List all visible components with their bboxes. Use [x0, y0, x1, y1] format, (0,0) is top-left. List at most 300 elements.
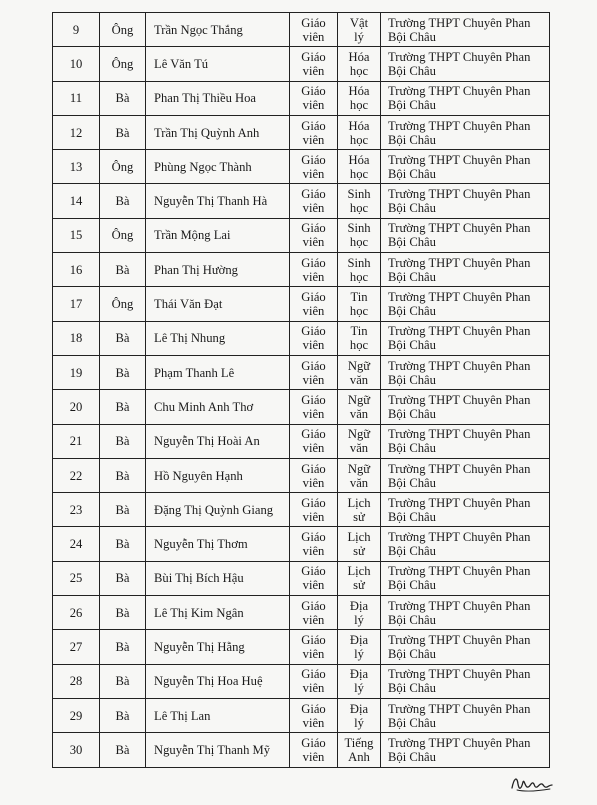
row-subject-text: học	[349, 132, 369, 147]
row-subject	[338, 596, 381, 630]
row-position-text: Giáo	[301, 15, 326, 30]
row-title	[100, 253, 146, 287]
row-subject-text: Hóa	[348, 118, 370, 133]
row-name-text: Trần Ngọc Thắng	[154, 22, 243, 37]
row-subject-text: văn	[349, 406, 369, 421]
row-school	[381, 527, 550, 561]
row-title	[100, 424, 146, 458]
row-subject	[338, 218, 381, 252]
row-number-text: 19	[69, 365, 83, 380]
row-number	[53, 184, 100, 218]
row-title	[100, 150, 146, 184]
row-position	[290, 81, 338, 115]
row-number	[53, 81, 100, 115]
row-position-text: viên	[302, 544, 325, 559]
row-position-text: viên	[302, 98, 325, 113]
row-name-text: Nguyễn Thị Hoa Huệ	[154, 674, 263, 689]
row-title-text: Bà	[115, 639, 130, 654]
row-school-text: Bội Châu	[388, 544, 436, 559]
row-subject-text: học	[349, 201, 369, 216]
row-subject-text: văn	[349, 475, 369, 490]
row-number-text: 11	[69, 91, 83, 106]
row-name	[146, 458, 290, 492]
row-name-text: Lê Thị Kim Ngân	[154, 605, 244, 620]
table-row	[53, 218, 550, 252]
row-number-text: 27	[69, 639, 83, 654]
table-row	[53, 733, 550, 767]
row-subject	[338, 115, 381, 149]
table-row	[53, 390, 550, 424]
row-school-text: Bội Châu	[388, 578, 436, 593]
row-school-text: Trường THPT Chuyên Phan	[388, 564, 531, 579]
row-number	[53, 493, 100, 527]
row-title-text: Bà	[115, 91, 130, 106]
row-title	[100, 13, 146, 47]
row-subject-text: lý	[354, 681, 364, 696]
row-title	[100, 115, 146, 149]
row-name-text: Nguyễn Thị Hằng	[154, 639, 245, 654]
row-title-text: Ông	[111, 228, 134, 243]
row-name-text: Lê Thị Lan	[154, 708, 211, 723]
row-title-text: Bà	[115, 502, 130, 517]
row-school-text: Bội Châu	[388, 509, 436, 524]
row-subject	[338, 355, 381, 389]
row-number	[53, 664, 100, 698]
row-position	[290, 321, 338, 355]
row-school-text: Bội Châu	[388, 132, 436, 147]
row-position	[290, 253, 338, 287]
table-row	[53, 253, 550, 287]
row-title	[100, 664, 146, 698]
row-number	[53, 287, 100, 321]
row-title-text: Bà	[115, 605, 130, 620]
row-number	[53, 13, 100, 47]
row-name	[146, 253, 290, 287]
row-number-text: 26	[69, 605, 83, 620]
row-title-text: Bà	[115, 708, 130, 723]
row-subject	[338, 527, 381, 561]
row-name-text: Bùi Thị Bích Hậu	[154, 571, 244, 586]
row-title	[100, 287, 146, 321]
row-title	[100, 596, 146, 630]
row-subject-text: Anh	[348, 749, 370, 764]
row-school-text: Trường THPT Chuyên Phan	[388, 152, 531, 167]
row-position-text: Giáo	[301, 564, 326, 579]
row-position	[290, 287, 338, 321]
row-school	[381, 115, 550, 149]
row-name	[146, 150, 290, 184]
row-position-text: viên	[302, 681, 325, 696]
row-school-text: Trường THPT Chuyên Phan	[388, 290, 531, 305]
row-position	[290, 458, 338, 492]
row-number	[53, 424, 100, 458]
row-school	[381, 150, 550, 184]
staff-list-body	[53, 13, 550, 768]
row-school-text: Trường THPT Chuyên Phan	[388, 495, 531, 510]
row-name-text: Phan Thị Thiều Hoa	[154, 91, 257, 106]
row-subject-text: Sinh	[347, 221, 371, 236]
staff-list-table	[52, 12, 550, 768]
row-name	[146, 355, 290, 389]
row-name-text: Phạm Thanh Lê	[154, 365, 235, 380]
row-position	[290, 493, 338, 527]
row-subject-text: lý	[354, 612, 364, 627]
row-subject-text: lý	[354, 646, 364, 661]
row-number-text: 23	[69, 502, 83, 517]
row-name	[146, 321, 290, 355]
row-number	[53, 150, 100, 184]
row-name-text: Trần Mộng Lai	[154, 228, 231, 243]
row-name-text: Nguyễn Thị Thanh Hà	[154, 194, 268, 209]
row-subject	[338, 630, 381, 664]
row-number	[53, 561, 100, 595]
row-position-text: viên	[302, 235, 325, 250]
row-position-text: Giáo	[301, 358, 326, 373]
row-name-text: Nguyễn Thị Thơm	[154, 537, 248, 552]
row-school-text: Bội Châu	[388, 681, 436, 696]
row-subject	[338, 184, 381, 218]
row-position-text: viên	[302, 63, 325, 78]
row-school-text: Trường THPT Chuyên Phan	[388, 324, 531, 339]
row-title	[100, 527, 146, 561]
row-name	[146, 596, 290, 630]
row-subject	[338, 424, 381, 458]
row-position	[290, 630, 338, 664]
row-title	[100, 355, 146, 389]
row-position-text: Giáo	[301, 461, 326, 476]
row-position-text: viên	[302, 132, 325, 147]
row-position-text: viên	[302, 29, 325, 44]
row-position	[290, 150, 338, 184]
row-title	[100, 630, 146, 664]
row-subject-text: lý	[354, 715, 364, 730]
row-number-text: 22	[69, 468, 83, 483]
row-subject-text: Hóa	[348, 84, 370, 99]
row-school-text: Bội Châu	[388, 63, 436, 78]
row-school	[381, 561, 550, 595]
row-title-text: Bà	[115, 399, 130, 414]
row-position	[290, 664, 338, 698]
row-title	[100, 493, 146, 527]
row-subject	[338, 81, 381, 115]
row-number	[53, 733, 100, 767]
row-subject-text: Tin	[350, 324, 368, 339]
row-subject-text: Ngữ	[347, 461, 371, 476]
row-position-text: Giáo	[301, 84, 326, 99]
row-subject-text: Địa	[349, 598, 369, 613]
row-position	[290, 596, 338, 630]
row-subject-text: học	[349, 98, 369, 113]
row-position-text: viên	[302, 166, 325, 181]
row-school-text: Bội Châu	[388, 646, 436, 661]
row-name	[146, 390, 290, 424]
row-name	[146, 664, 290, 698]
row-position-text: Giáo	[301, 530, 326, 545]
row-title	[100, 561, 146, 595]
row-number	[53, 390, 100, 424]
row-subject	[338, 698, 381, 732]
row-subject	[338, 733, 381, 767]
row-school-text: Trường THPT Chuyên Phan	[388, 15, 531, 30]
signature-icon	[508, 770, 554, 798]
row-school-text: Trường THPT Chuyên Phan	[388, 358, 531, 373]
row-school	[381, 184, 550, 218]
row-school-text: Bội Châu	[388, 29, 436, 44]
row-position-text: viên	[302, 646, 325, 661]
row-position-text: viên	[302, 441, 325, 456]
row-name	[146, 424, 290, 458]
row-name	[146, 561, 290, 595]
row-school	[381, 47, 550, 81]
row-name	[146, 184, 290, 218]
row-school-text: Bội Châu	[388, 715, 436, 730]
row-school	[381, 81, 550, 115]
row-position-text: Giáo	[301, 495, 326, 510]
row-school-text: Trường THPT Chuyên Phan	[388, 701, 531, 716]
row-name	[146, 115, 290, 149]
row-title	[100, 81, 146, 115]
row-position	[290, 561, 338, 595]
row-subject-text: Địa	[349, 667, 369, 682]
row-subject-text: Lịch	[347, 564, 371, 579]
row-number	[53, 47, 100, 81]
row-position-text: Giáo	[301, 152, 326, 167]
row-number	[53, 355, 100, 389]
row-name	[146, 287, 290, 321]
row-number-text: 21	[69, 434, 83, 449]
row-position-text: Giáo	[301, 187, 326, 202]
row-title	[100, 733, 146, 767]
row-school-text: Bội Châu	[388, 612, 436, 627]
row-number-text: 25	[69, 571, 83, 586]
row-school-text: Trường THPT Chuyên Phan	[388, 392, 531, 407]
row-school-text: Bội Châu	[388, 749, 436, 764]
row-subject-text: Hóa	[348, 152, 370, 167]
row-name	[146, 13, 290, 47]
row-position	[290, 184, 338, 218]
row-name-text: Lê Thị Nhung	[154, 331, 226, 346]
row-position	[290, 218, 338, 252]
row-subject-text: Địa	[349, 701, 369, 716]
table-row	[53, 321, 550, 355]
row-subject-text: sử	[353, 509, 365, 524]
row-subject	[338, 458, 381, 492]
row-school-text: Trường THPT Chuyên Phan	[388, 461, 531, 476]
row-school	[381, 13, 550, 47]
row-subject-text: Địa	[349, 632, 369, 647]
row-position-text: Giáo	[301, 118, 326, 133]
row-school	[381, 287, 550, 321]
row-name-text: Trần Thị Quỳnh Anh	[154, 125, 260, 140]
row-title	[100, 698, 146, 732]
row-position-text: viên	[302, 749, 325, 764]
row-position-text: viên	[302, 578, 325, 593]
row-position-text: Giáo	[301, 427, 326, 442]
row-number-text: 13	[69, 159, 83, 174]
row-subject-text: sử	[353, 578, 365, 593]
row-number-text: 15	[69, 228, 83, 243]
table-row	[53, 596, 550, 630]
row-name	[146, 630, 290, 664]
row-subject-text: học	[349, 338, 369, 353]
row-school-text: Trường THPT Chuyên Phan	[388, 530, 531, 545]
row-school-text: Trường THPT Chuyên Phan	[388, 118, 531, 133]
row-school-text: Bội Châu	[388, 166, 436, 181]
row-position-text: viên	[302, 304, 325, 319]
table-row	[53, 115, 550, 149]
row-position-text: viên	[302, 406, 325, 421]
row-subject-text: Sinh	[347, 187, 371, 202]
row-school-text: Bội Châu	[388, 235, 436, 250]
row-name	[146, 47, 290, 81]
row-subject	[338, 321, 381, 355]
row-name	[146, 733, 290, 767]
row-title	[100, 184, 146, 218]
row-subject-text: Lịch	[347, 495, 371, 510]
row-subject-text: Tin	[350, 290, 368, 305]
row-name	[146, 81, 290, 115]
row-number-text: 30	[69, 742, 83, 757]
row-position-text: viên	[302, 201, 325, 216]
row-name-text: Phùng Ngọc Thành	[154, 159, 252, 174]
row-position	[290, 13, 338, 47]
row-number-text: 12	[69, 125, 83, 140]
row-school	[381, 596, 550, 630]
row-position	[290, 355, 338, 389]
row-number-text: 17	[69, 297, 83, 312]
row-title	[100, 321, 146, 355]
row-position	[290, 424, 338, 458]
row-subject-text: văn	[349, 372, 369, 387]
row-position-text: Giáo	[301, 701, 326, 716]
row-position-text: viên	[302, 715, 325, 730]
row-number	[53, 115, 100, 149]
row-subject-text: lý	[354, 29, 364, 44]
row-title-text: Bà	[115, 125, 130, 140]
table-row	[53, 493, 550, 527]
row-position-text: Giáo	[301, 255, 326, 270]
row-position-text: viên	[302, 338, 325, 353]
row-name-text: Thái Văn Đạt	[154, 297, 223, 312]
row-name-text: Đặng Thị Quỳnh Giang	[154, 502, 274, 517]
row-subject-text: Tiếng	[344, 735, 374, 750]
row-position-text: viên	[302, 372, 325, 387]
row-school-text: Bội Châu	[388, 441, 436, 456]
row-position	[290, 527, 338, 561]
row-school	[381, 390, 550, 424]
row-title-text: Bà	[115, 365, 130, 380]
row-school	[381, 458, 550, 492]
row-school	[381, 424, 550, 458]
row-title-text: Bà	[115, 434, 130, 449]
row-position	[290, 698, 338, 732]
row-title-text: Bà	[115, 262, 130, 277]
row-position	[290, 390, 338, 424]
row-school	[381, 664, 550, 698]
row-title-text: Ông	[111, 297, 134, 312]
row-school	[381, 253, 550, 287]
row-subject	[338, 493, 381, 527]
row-number-text: 18	[69, 331, 83, 346]
row-name-text: Nguyễn Thị Thanh Mỹ	[154, 742, 271, 757]
row-position-text: Giáo	[301, 632, 326, 647]
row-title-text: Bà	[115, 331, 130, 346]
row-subject-text: học	[349, 166, 369, 181]
row-subject-text: văn	[349, 441, 369, 456]
row-school-text: Bội Châu	[388, 304, 436, 319]
row-number-text: 9	[72, 22, 80, 37]
row-title	[100, 218, 146, 252]
row-title-text: Ông	[111, 56, 134, 71]
row-subject	[338, 150, 381, 184]
row-title-text: Bà	[115, 674, 130, 689]
row-position-text: Giáo	[301, 392, 326, 407]
row-name-text: Chu Minh Anh Thơ	[154, 399, 254, 414]
row-school-text: Bội Châu	[388, 338, 436, 353]
table-row	[53, 630, 550, 664]
row-subject-text: sử	[353, 544, 365, 559]
row-title-text: Bà	[115, 468, 130, 483]
row-position-text: Giáo	[301, 49, 326, 64]
row-number-text: 16	[69, 262, 83, 277]
row-number	[53, 253, 100, 287]
row-title-text: Ông	[111, 159, 134, 174]
row-name	[146, 218, 290, 252]
row-number	[53, 527, 100, 561]
row-school-text: Trường THPT Chuyên Phan	[388, 49, 531, 64]
table-row	[53, 81, 550, 115]
row-number	[53, 596, 100, 630]
row-number	[53, 458, 100, 492]
row-subject	[338, 287, 381, 321]
row-name-text: Phan Thị Hường	[154, 262, 238, 277]
row-position-text: Giáo	[301, 735, 326, 750]
row-school	[381, 733, 550, 767]
row-school	[381, 630, 550, 664]
row-number	[53, 321, 100, 355]
table-row	[53, 47, 550, 81]
row-subject-text: Vật	[349, 15, 369, 30]
row-school	[381, 355, 550, 389]
row-school-text: Trường THPT Chuyên Phan	[388, 187, 531, 202]
row-number-text: 20	[69, 399, 83, 414]
row-school-text: Trường THPT Chuyên Phan	[388, 667, 531, 682]
row-position	[290, 115, 338, 149]
row-title	[100, 390, 146, 424]
row-subject-text: Ngữ	[347, 392, 371, 407]
row-name-text: Hồ Nguyên Hạnh	[154, 468, 243, 483]
row-school-text: Trường THPT Chuyên Phan	[388, 735, 531, 750]
table-row	[53, 458, 550, 492]
row-number	[53, 698, 100, 732]
row-number	[53, 218, 100, 252]
row-school-text: Bội Châu	[388, 98, 436, 113]
table-row	[53, 13, 550, 47]
row-school-text: Trường THPT Chuyên Phan	[388, 221, 531, 236]
row-subject	[338, 253, 381, 287]
row-school-text: Trường THPT Chuyên Phan	[388, 632, 531, 647]
row-school-text: Bội Châu	[388, 475, 436, 490]
row-subject	[338, 664, 381, 698]
row-position-text: Giáo	[301, 290, 326, 305]
table-row	[53, 150, 550, 184]
row-number-text: 14	[69, 194, 83, 209]
row-position	[290, 47, 338, 81]
row-title	[100, 458, 146, 492]
row-position-text: viên	[302, 269, 325, 284]
row-title-text: Ông	[111, 22, 134, 37]
table-row	[53, 527, 550, 561]
